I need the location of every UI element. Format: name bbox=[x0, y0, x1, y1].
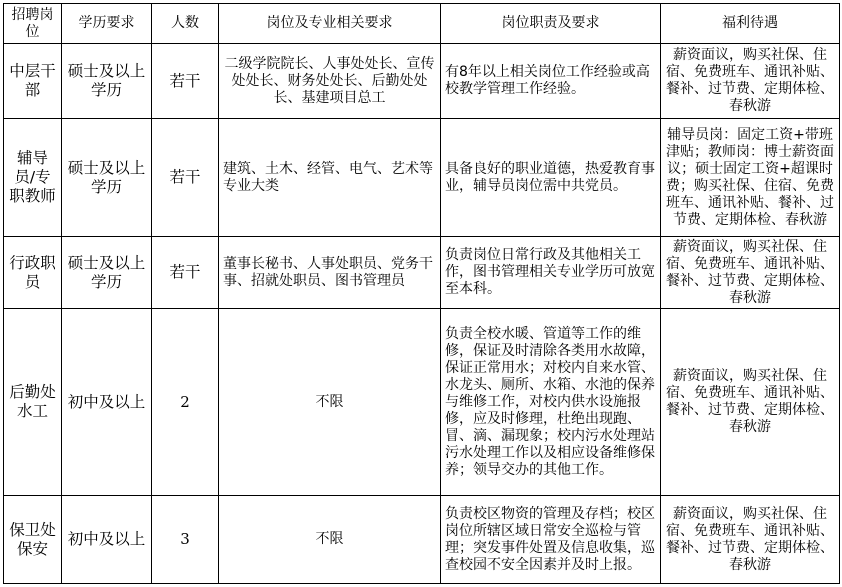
cell-benefits: 薪资面议，购买社保、住宿、免费班车、通讯补贴、餐补、过节费、定期体检、春秋游 bbox=[661, 44, 840, 119]
header-duties: 岗位职责及要求 bbox=[441, 4, 661, 44]
cell-major: 不限 bbox=[219, 309, 441, 496]
cell-duties: 负责岗位日常行政及其他相关工作，图书管理相关专业学历可放宽至本科。 bbox=[441, 237, 661, 309]
cell-major: 董事长秘书、人事处职员、党务干事、招就处职员、图书管理员 bbox=[219, 237, 441, 309]
cell-benefits: 辅导员岗：固定工资+带班津贴；教师岗：博士薪资面议；硕士固定工资+超课时费；购买社保、住宿、免费班车、通讯补贴、餐补、过节费、定期体检、春秋游 bbox=[661, 119, 840, 237]
table-header-row bbox=[4, 4, 840, 44]
cell-major: 二级学院院长、人事处处长、宣传处处长、财务处处长、后勤处处长、基建项目总工 bbox=[219, 44, 441, 119]
cell-count: 若干 bbox=[152, 237, 219, 309]
header-education: 学历要求 bbox=[62, 4, 152, 44]
cell-benefits: 薪资面议，购买社保、住宿、免费班车、通讯补贴、餐补、过节费、定期体检、春秋游 bbox=[661, 237, 840, 309]
cell-count: 若干 bbox=[152, 44, 219, 119]
cell-benefits: 薪资面议，购买社保、住宿、免费班车、通讯补贴、餐补、过节费、定期体检、春秋游 bbox=[661, 309, 840, 496]
recruitment-table bbox=[3, 3, 840, 584]
cell-education: 初中及以上 bbox=[62, 496, 152, 584]
cell-education: 硕士及以上学历 bbox=[62, 119, 152, 237]
header-position: 招聘岗位 bbox=[4, 4, 62, 44]
cell-major: 建筑、土木、经管、电气、艺术等专业大类 bbox=[219, 119, 441, 237]
cell-position: 辅导员/专职教师 bbox=[4, 119, 62, 237]
cell-count: 若干 bbox=[152, 119, 219, 237]
table-row bbox=[4, 309, 840, 496]
cell-duties: 负责全校水暖、管道等工作的维修，保证及时清除各类用水故障，保证正常用水；对校内自来水管、水龙头、厕所、水箱、水池的保养与维修工作，对校内供水设施报修，应及时修理，杜绝出现跑、冒、滴、漏现象；校内污水处理站污水处理工作以及相应设备维修保养；领导交办的其他工作。 bbox=[441, 309, 661, 496]
cell-position: 保卫处保安 bbox=[4, 496, 62, 584]
table-row bbox=[4, 44, 840, 119]
cell-education: 硕士及以上学历 bbox=[62, 44, 152, 119]
cell-duties: 负责校区物资的管理及存档；校区岗位所辖区域日常安全巡检与管理；突发事件处置及信息收集，巡查校园不安全因素并及时上报。 bbox=[441, 496, 661, 584]
cell-position: 行政职员 bbox=[4, 237, 62, 309]
cell-education: 硕士及以上学历 bbox=[62, 237, 152, 309]
cell-benefits: 薪资面议，购买社保、住宿、免费班车、通讯补贴、餐补、过节费、定期体检、春秋游 bbox=[661, 496, 840, 584]
cell-position: 后勤处水工 bbox=[4, 309, 62, 496]
cell-education: 初中及以上 bbox=[62, 309, 152, 496]
cell-duties: 具备良好的职业道德，热爱教育事业，辅导员岗位需中共党员。 bbox=[441, 119, 661, 237]
header-count: 人数 bbox=[152, 4, 219, 44]
cell-count: 2 bbox=[152, 309, 219, 496]
cell-count: 3 bbox=[152, 496, 219, 584]
header-major: 岗位及专业相关要求 bbox=[219, 4, 441, 44]
table-row bbox=[4, 119, 840, 237]
cell-position: 中层干部 bbox=[4, 44, 62, 119]
cell-major: 不限 bbox=[219, 496, 441, 584]
header-benefits: 福利待遇 bbox=[661, 4, 840, 44]
table-row bbox=[4, 496, 840, 584]
table-row bbox=[4, 237, 840, 309]
cell-duties: 有8年以上相关岗位工作经验或高校教学管理工作经验。 bbox=[441, 44, 661, 119]
